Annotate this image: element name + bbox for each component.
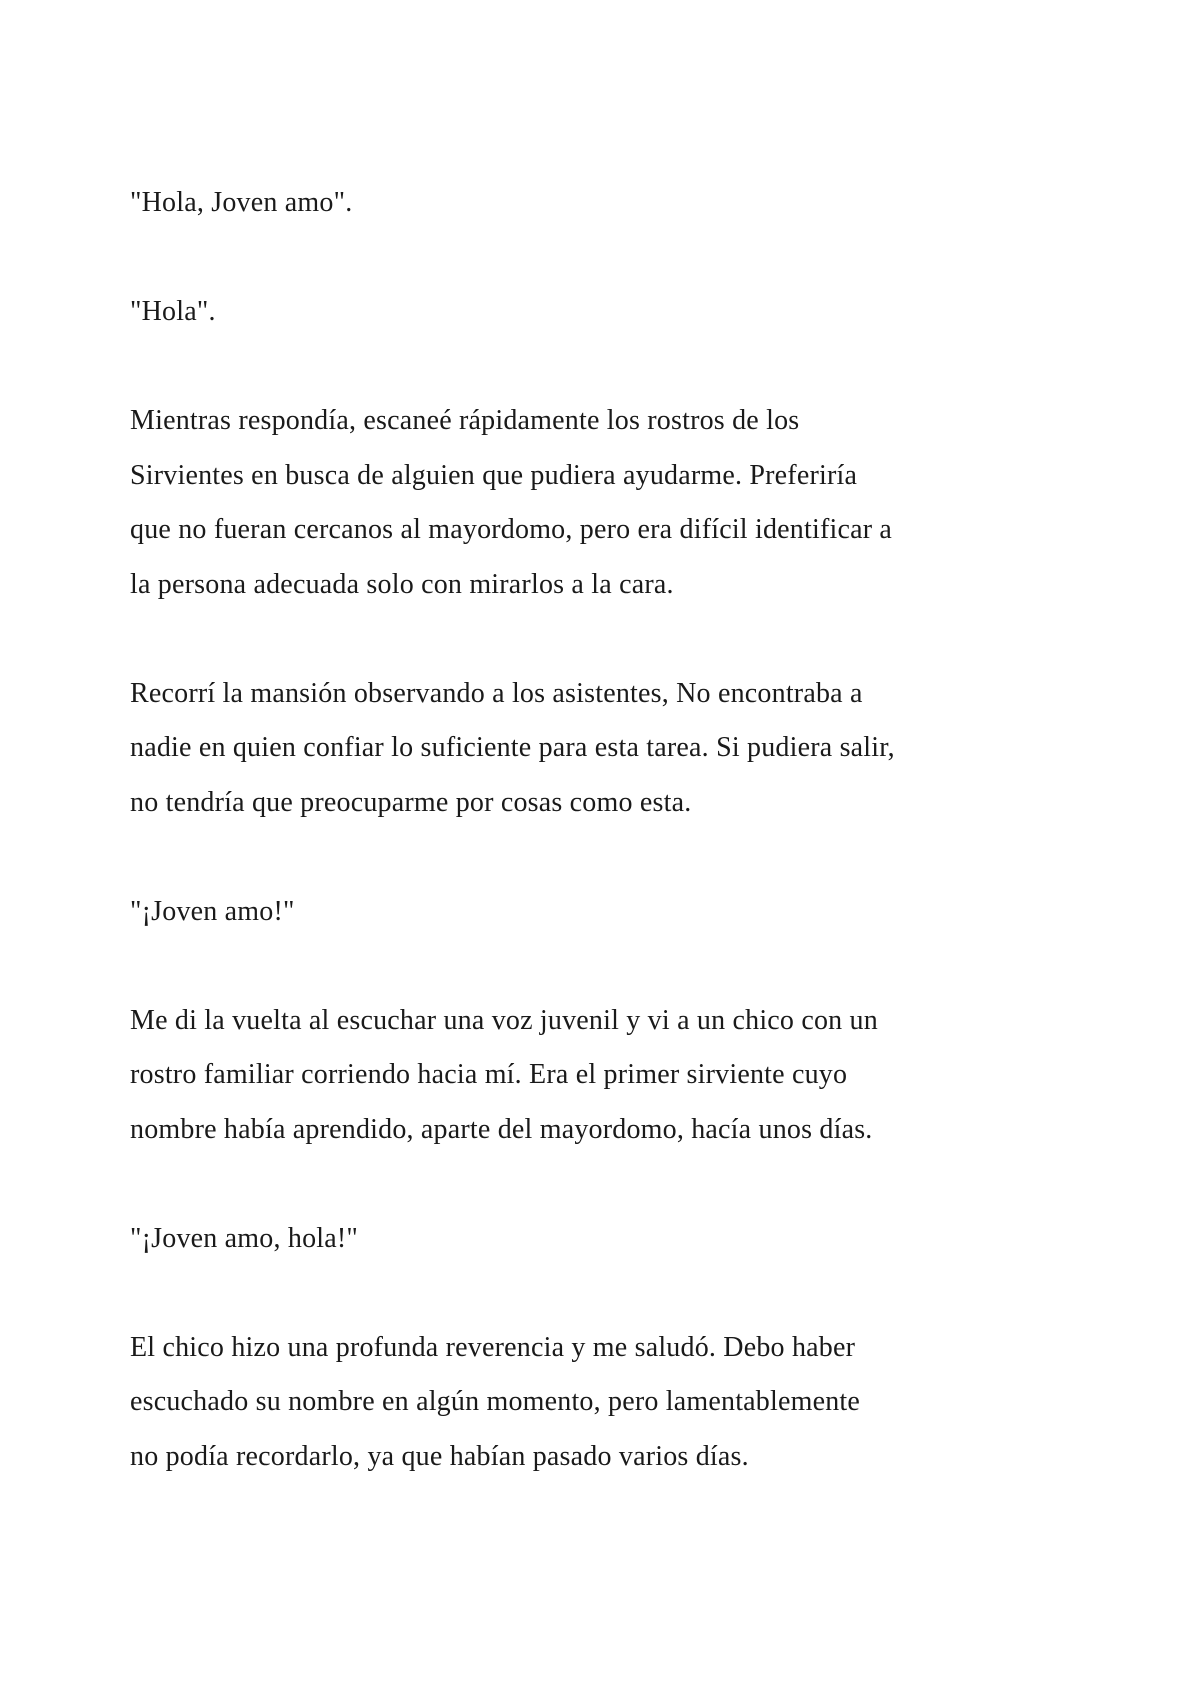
text-line: Me di la vuelta al escuchar una voz juvenil y vi a un chico con un <box>130 1004 878 1036</box>
text-line: nombre había aprendido, aparte del mayordomo, hacía unos días. <box>130 1113 873 1145</box>
text-line: no tendría que preocuparme por cosas como esta. <box>130 786 692 818</box>
text-line: Mientras respondía, escaneé rápidamente los rostros de los <box>130 405 800 436</box>
paragraph-scanning-servants <box>130 394 1090 612</box>
text-line: escuchado su nombre en algún momento, pero lamentablemente <box>130 1386 861 1417</box>
paragraph-call <box>130 885 1090 940</box>
text-line: Sirvientes en busca de alguien que pudiera ayudarme. Preferiría <box>130 459 858 491</box>
text-line: "¡Joven amo, hola!" <box>130 1222 359 1254</box>
document-page <box>130 176 1090 1539</box>
text-line: no podía recordarlo, ya que habían pasado varios días. <box>130 1440 749 1472</box>
text-line: "¡Joven amo!" <box>130 895 295 927</box>
paragraph-bow <box>130 1321 1090 1485</box>
text-line: que no fueran cercanos al mayordomo, pero era difícil identificar a <box>130 514 893 545</box>
text-line: nadie en quien confiar lo suficiente para esta tarea. Si pudiera salir, <box>130 732 895 763</box>
paragraph-greeting <box>130 176 1090 231</box>
text-line: "Hola, Joven amo". <box>130 187 353 218</box>
text-line: El chico hizo una profunda reverencia y me saludó. Debo haber <box>130 1331 856 1363</box>
paragraph-mansion-tour <box>130 667 1090 831</box>
paragraph-boy-arrives <box>130 994 1090 1158</box>
paragraph-boy-greets <box>130 1212 1090 1267</box>
paragraph-reply <box>130 285 1090 340</box>
text-line: Recorrí la mansión observando a los asistentes, No encontraba a <box>130 677 863 709</box>
text-line: la persona adecuada solo con mirarlos a la cara. <box>130 568 674 600</box>
text-line: rostro familiar corriendo hacia mí. Era el primer sirviente cuyo <box>130 1059 848 1090</box>
text-line: "Hola". <box>130 296 216 327</box>
